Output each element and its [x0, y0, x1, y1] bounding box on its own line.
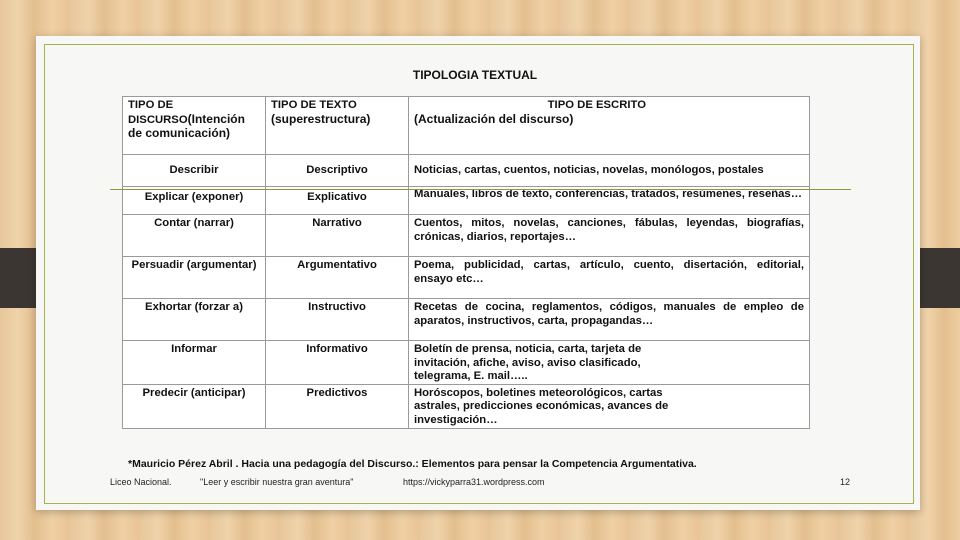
cell-texto: Informativo	[266, 341, 409, 385]
header-texto: TIPO DE TEXTO (superestructura)	[266, 97, 409, 155]
page-number: 12	[840, 477, 851, 487]
cell-escrito: Manuales, libros de texto, conferencias, tratados, resúmenes, reseñas…	[409, 187, 810, 215]
cell-discurso: Exhortar (forzar a)	[123, 299, 266, 341]
cell-escrito: Horóscopos, boletines meteorológicos, cartas astrales, predicciones económicas, avances de investigación…	[409, 384, 810, 428]
typology-table	[122, 96, 810, 429]
table-row	[123, 257, 810, 299]
cell-escrito: Cuentos, mitos, novelas, canciones, fábulas, leyendas, biografías, crónicas, diarios, reportajes…	[409, 215, 810, 257]
slide-title: TIPOLOGIA TEXTUAL	[412, 68, 538, 82]
table-row	[123, 299, 810, 341]
source-note: *Mauricio Pérez Abril . Hacia una pedagogía del Discurso.: Elementos para pensar la Competencia Argumentativa.	[128, 458, 697, 470]
cell-discurso: Contar (narrar)	[123, 215, 266, 257]
footer-url[interactable]: https://vickyparra31.wordpress.com	[403, 477, 545, 487]
table-row	[123, 215, 810, 257]
accent-line	[110, 189, 851, 190]
footer-motto: "Leer y escribir nuestra gran aventura"	[200, 477, 354, 487]
cell-escrito: Recetas de cocina, reglamentos, códigos, manuales de empleo de aparatos, instructivos, carta, propagandas…	[409, 299, 810, 341]
cell-escrito: Noticias, cartas, cuentos, noticias, novelas, monólogos, postales	[409, 155, 810, 187]
table-row	[123, 384, 810, 428]
cell-texto: Argumentativo	[266, 257, 409, 299]
cell-discurso: Predecir (anticipar)	[123, 384, 266, 428]
cell-escrito: Boletín de prensa, noticia, carta, tarjeta de invitación, afiche, aviso, aviso clasificado, telegrama, E. mail…..	[409, 341, 810, 385]
cell-discurso: Explicar (exponer)	[123, 187, 266, 215]
header-discurso: TIPO DE DISCURSO(Intención de comunicación)	[123, 97, 266, 155]
cell-texto: Predictivos	[266, 384, 409, 428]
table-row	[123, 155, 810, 187]
cell-escrito: Poema, publicidad, cartas, artículo, cuento, disertación, editorial, ensayo etc…	[409, 257, 810, 299]
footer-institution: Liceo Nacional.	[110, 477, 172, 487]
cell-texto: Descriptivo	[266, 155, 409, 187]
cell-discurso: Persuadir (argumentar)	[123, 257, 266, 299]
table-header-row	[123, 97, 810, 155]
cell-discurso: Describir	[123, 155, 266, 187]
table-row	[123, 341, 810, 385]
table-row	[123, 187, 810, 215]
cell-discurso: Informar	[123, 341, 266, 385]
cell-texto: Instructivo	[266, 299, 409, 341]
header-escrito: TIPO DE ESCRITO (Actualización del discurso)	[409, 97, 810, 155]
cell-texto: Explicativo	[266, 187, 409, 215]
cell-texto: Narrativo	[266, 215, 409, 257]
